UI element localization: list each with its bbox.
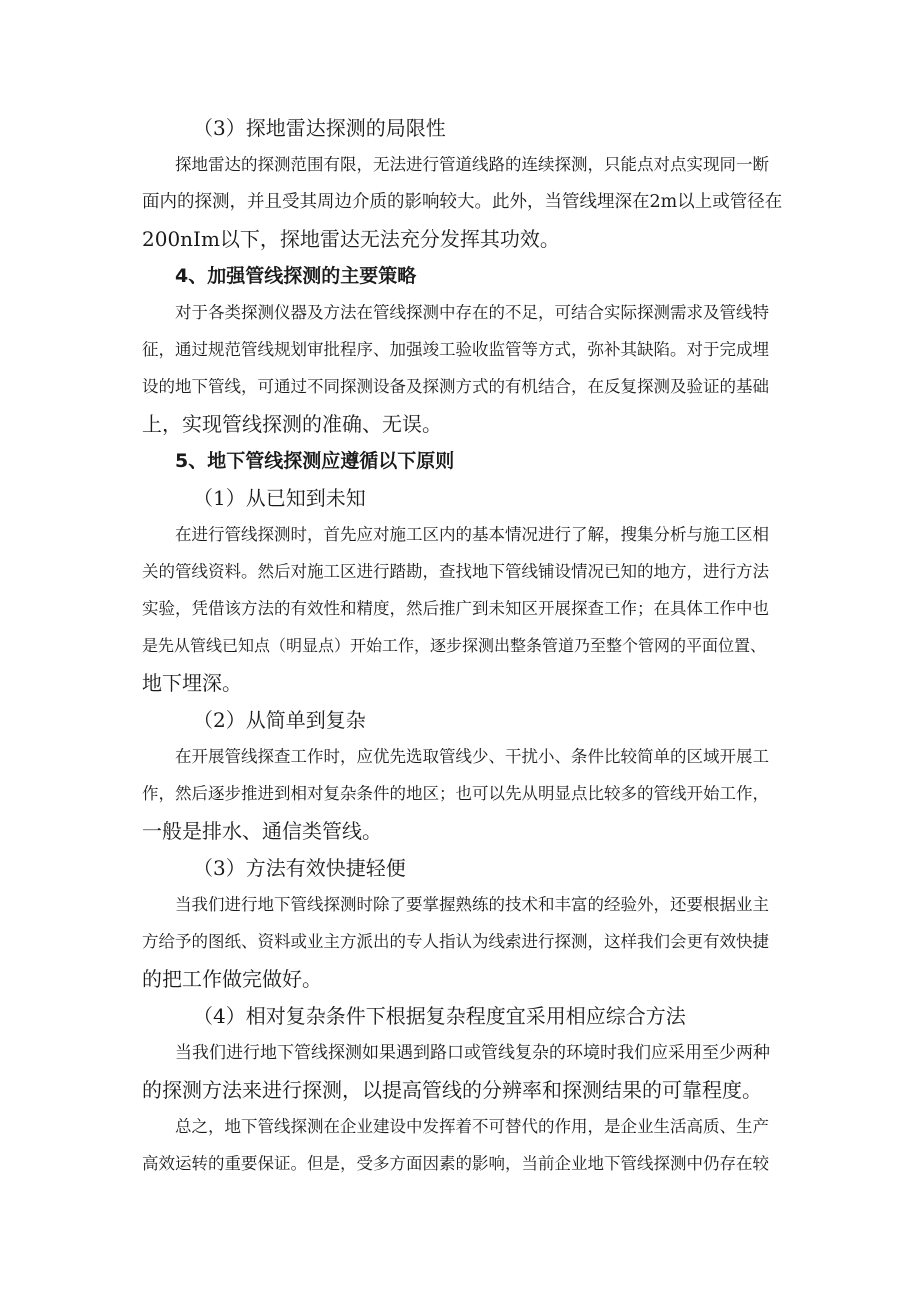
paragraph-line: 关的管线资料。然后对施工区进行踏勘，查找地下管线铺设情况已知的地方，进行方法: [142, 562, 769, 581]
paragraph-line: 在开展管线探查工作时，应优先选取管线少、干扰小、条件比较简单的区域开展工: [175, 747, 769, 766]
paragraph-line: 在进行管线探测时，首先应对施工区内的基本情况进行了解，搜集分析与施工区相: [175, 525, 769, 544]
paragraph-line: 高效运转的重要保证。但是，受多方面因素的影响，当前企业地下管线探测中仍存在较: [142, 1154, 769, 1173]
paragraph-line: 对于各类探测仪器及方法在管线探测中存在的不足，可结合实际探测需求及管线特: [175, 303, 769, 322]
paragraph-line: 一般是排水、通信类管线。: [142, 819, 382, 843]
paragraph-line: 当我们进行地下管线探测如果遇到路口或管线复杂的环境时我们应采用至少两种: [175, 1043, 770, 1063]
paragraph-line: 200nIm以下，探地雷达无法充分发挥其功效。: [142, 227, 560, 251]
paragraph-line: 上，实现管线探测的准确、无误。: [142, 412, 442, 436]
subheading: （3）方法有效快捷轻便: [193, 856, 406, 880]
paragraph-line: 面内的探测，并且受其周边介质的影响较大。此外，当管线埋深在2m以上或管径在: [142, 192, 783, 212]
subheading: （3）探地雷达探测的局限性: [193, 116, 446, 140]
paragraph-line: 当我们进行地下管线探测时除了要掌握熟练的技术和丰富的经验外，还要根据业主: [175, 895, 769, 914]
paragraph-line: 方给予的图纸、资料或业主方派出的专人指认为线索进行探测，这样我们会更有效快捷: [142, 932, 769, 951]
subheading: （4）相对复杂条件下根据复杂程度宜采用相应综合方法: [193, 1004, 686, 1028]
section-heading: 5、地下管线探测应遵循以下原则: [175, 450, 455, 472]
paragraph-line: 征，通过规范管线规划审批程序、加强竣工验收监管等方式，弥补其缺陷。对于完成埋: [142, 340, 769, 359]
paragraph-line: 探地雷达的探测范围有限，无法进行管道线路的连续探测，只能点对点实现同一断: [175, 155, 769, 174]
paragraph-line: 实验，凭借该方法的有效性和精度，然后推广到未知区开展探查工作；在具体工作中也: [142, 599, 769, 618]
paragraph-line: 作，然后逐步推进到相对复杂条件的地区；也可以先从明显点比较多的管线开始工作，: [142, 784, 769, 803]
paragraph-line: 是先从管线已知点（明显点）开始工作，逐步探测出整条管道乃至整个管网的平面位置、: [142, 636, 767, 655]
subheading: （2）从简单到复杂: [193, 708, 366, 732]
section-heading: 4、加强管线探测的主要策略: [175, 265, 417, 287]
paragraph-line: 地下埋深。: [142, 671, 242, 695]
paragraph-line: 总之，地下管线探测在企业建设中发挥着不可替代的作用，是企业生活高质、生产: [175, 1117, 769, 1136]
paragraph-line: 的把工作做完做好。: [142, 967, 322, 991]
paragraph-line: 设的地下管线，可通过不同探测设备及探测方式的有机结合，在反复探测及验证的基础: [142, 377, 769, 396]
paragraph-line: 的探测方法来进行探测，以提高管线的分辨率和探测结果的可靠程度。: [142, 1078, 762, 1102]
subheading: （1）从已知到未知: [193, 486, 366, 510]
